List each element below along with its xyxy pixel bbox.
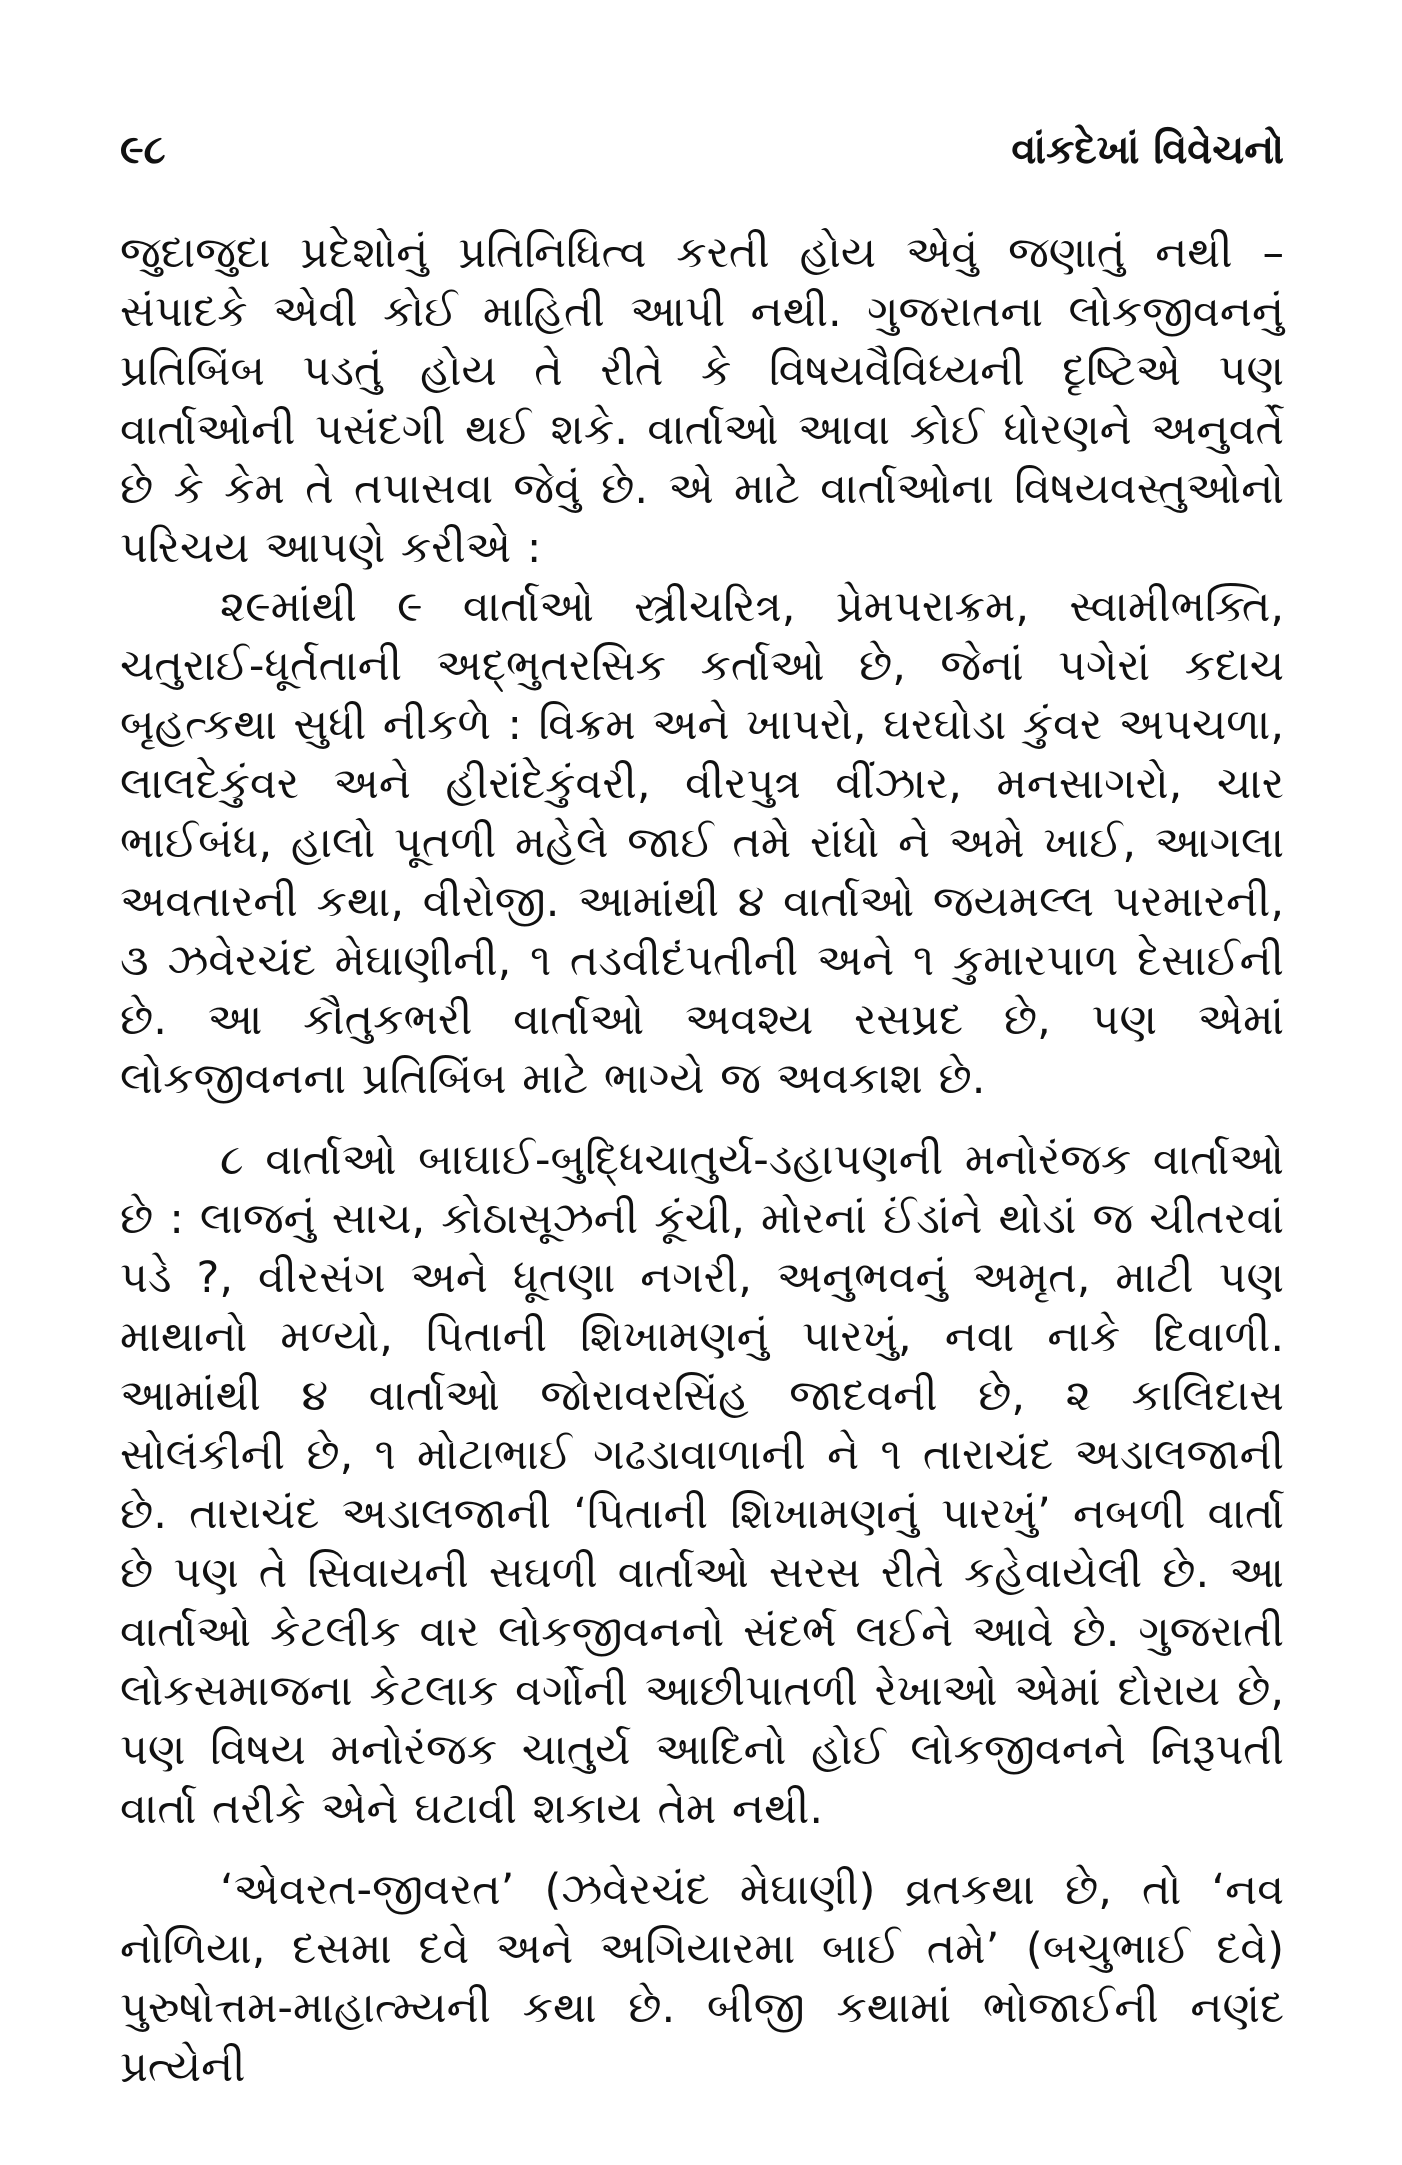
body-text bbox=[120, 224, 1284, 2097]
paragraph-4: ‘એવરત-જીવરત’ (ઝવેરચંદ મેઘાણી) વ્રતકથા છે, તો ‘નવ નોળિયા, દસમા દવે અને અગિયારમા બાઈ તમે’ (બચુભાઈ દવે) પુરુષોત્તમ-માહાત્મ્યની કથા છે. બીજી કથામાં ભોજાઈની નણંદ પ્રત્યેની bbox=[120, 1865, 1284, 2092]
page-number: ૯૮ bbox=[120, 127, 166, 173]
paragraph-2: ૨૯માંથી ૯ વાર્તાઓ સ્ત્રીચરિત્ર, પ્રેમપરાક્રમ, સ્વામીભક્તિ, ચતુરાઈ-ધૂર્તતાની અદ્ભુતરસિક કર્તાઓ છે, જેનાં પગેરાં કદાચ બૃહત્કથા સુધી નીકળે : વિક્રમ અને ખાપરો, ઘરઘોડા કુંવર અપચળા, લાલદેકુંવર અને હીરાંદેકુંવરી, વીરપુત્ર વીંઝાર, મનસાગરો, ચાર ભાઈબંધ, હાલો પૂતળી મહેલે જાઈ તમે રાંધો ને અમે ખાઈ, આગલા અવતારની કથા, વીરોજી. આમાંથી ૪ વાર્તાઓ જયમલ્લ પરમારની, ૩ ઝવેરચંદ મેઘાણીની, ૧ તડવીદંપતીની અને ૧ કુમારપાળ દેસાઈની છે. આ કૌતુકભરી વાર્તાઓ અવશ્ય રસપ્રદ છે, પણ એમાં લોકજીવનના પ્રતિબિંબ માટે ભાગ્યે જ અવકાશ છે. bbox=[120, 582, 1284, 1104]
running-title: વાંકદેખાં વિવેચનો bbox=[1011, 127, 1284, 173]
page-header bbox=[120, 120, 1284, 206]
paragraph-1: જુદાજુદા પ્રદેશોનું પ્રતિનિધિત્વ કરતી હોય એવું જણાતું નથી – સંપાદકે એવી કોઈ માહિતી આપી નથી. ગુજરાતના લોકજીવનનું પ્રતિબિંબ પડતું હોય તે રીતે કે વિષયવૈવિધ્યની દૃષ્ટિએ પણ વાર્તાઓની પસંદગી થઈ શકે. વાર્તાઓ આવા કોઈ ધોરણને અનુવર્તે છે કે કેમ તે તપાસવા જેવું છે. એ માટે વાર્તાઓના વિષયવસ્તુઓનો પરિચય આપણે કરીએ : bbox=[120, 228, 1284, 573]
paragraph-3: ૮ વાર્તાઓ બાઘાઈ-બુદ્ધિચાતુર્ય-ડહાપણની મનોરંજક વાર્તાઓ છે : લાજનું સાચ, કોઠાસૂઝની કૂંચી, મોરનાં ઈંડાંને થોડાં જ ચીતરવાં પડે ?, વીરસંગ અને ધૂતણા નગરી, અનુભવનું અમૃત, માટી પણ માથાનો મળ્યો, પિતાની શિખામણનું પારખું, નવા નાકે દિવાળી. આમાંથી ૪ વાર્તાઓ જોરાવરસિંહ જાદવની છે, ૨ કાલિદાસ સોલંકીની છે, ૧ મોટાભાઈ ગઢડાવાળાની ને ૧ તારાચંદ અડાલજાની છે. તારાચંદ અડાલજાની ‘પિતાની શિખામણનું પારખું’ નબળી વાર્તા છે પણ તે સિવાયની સઘળી વાર્તાઓ સરસ રીતે કહેવાયેલી છે. આ વાર્તાઓ કેટલીક વાર લોકજીવનનો સંદર્ભ લઈને આવે છે. ગુજરાતી લોકસમાજના કેટલાક વર્ગોની આછીપાતળી રેખાઓ એમાં દોરાય છે, પણ વિષય મનોરંજક ચાતુર્ય આદિનો હોઈ લોકજીવનને નિરૂપતી વાર્તા તરીકે એને ઘટાવી શકાય તેમ નથી. bbox=[120, 1135, 1284, 1834]
